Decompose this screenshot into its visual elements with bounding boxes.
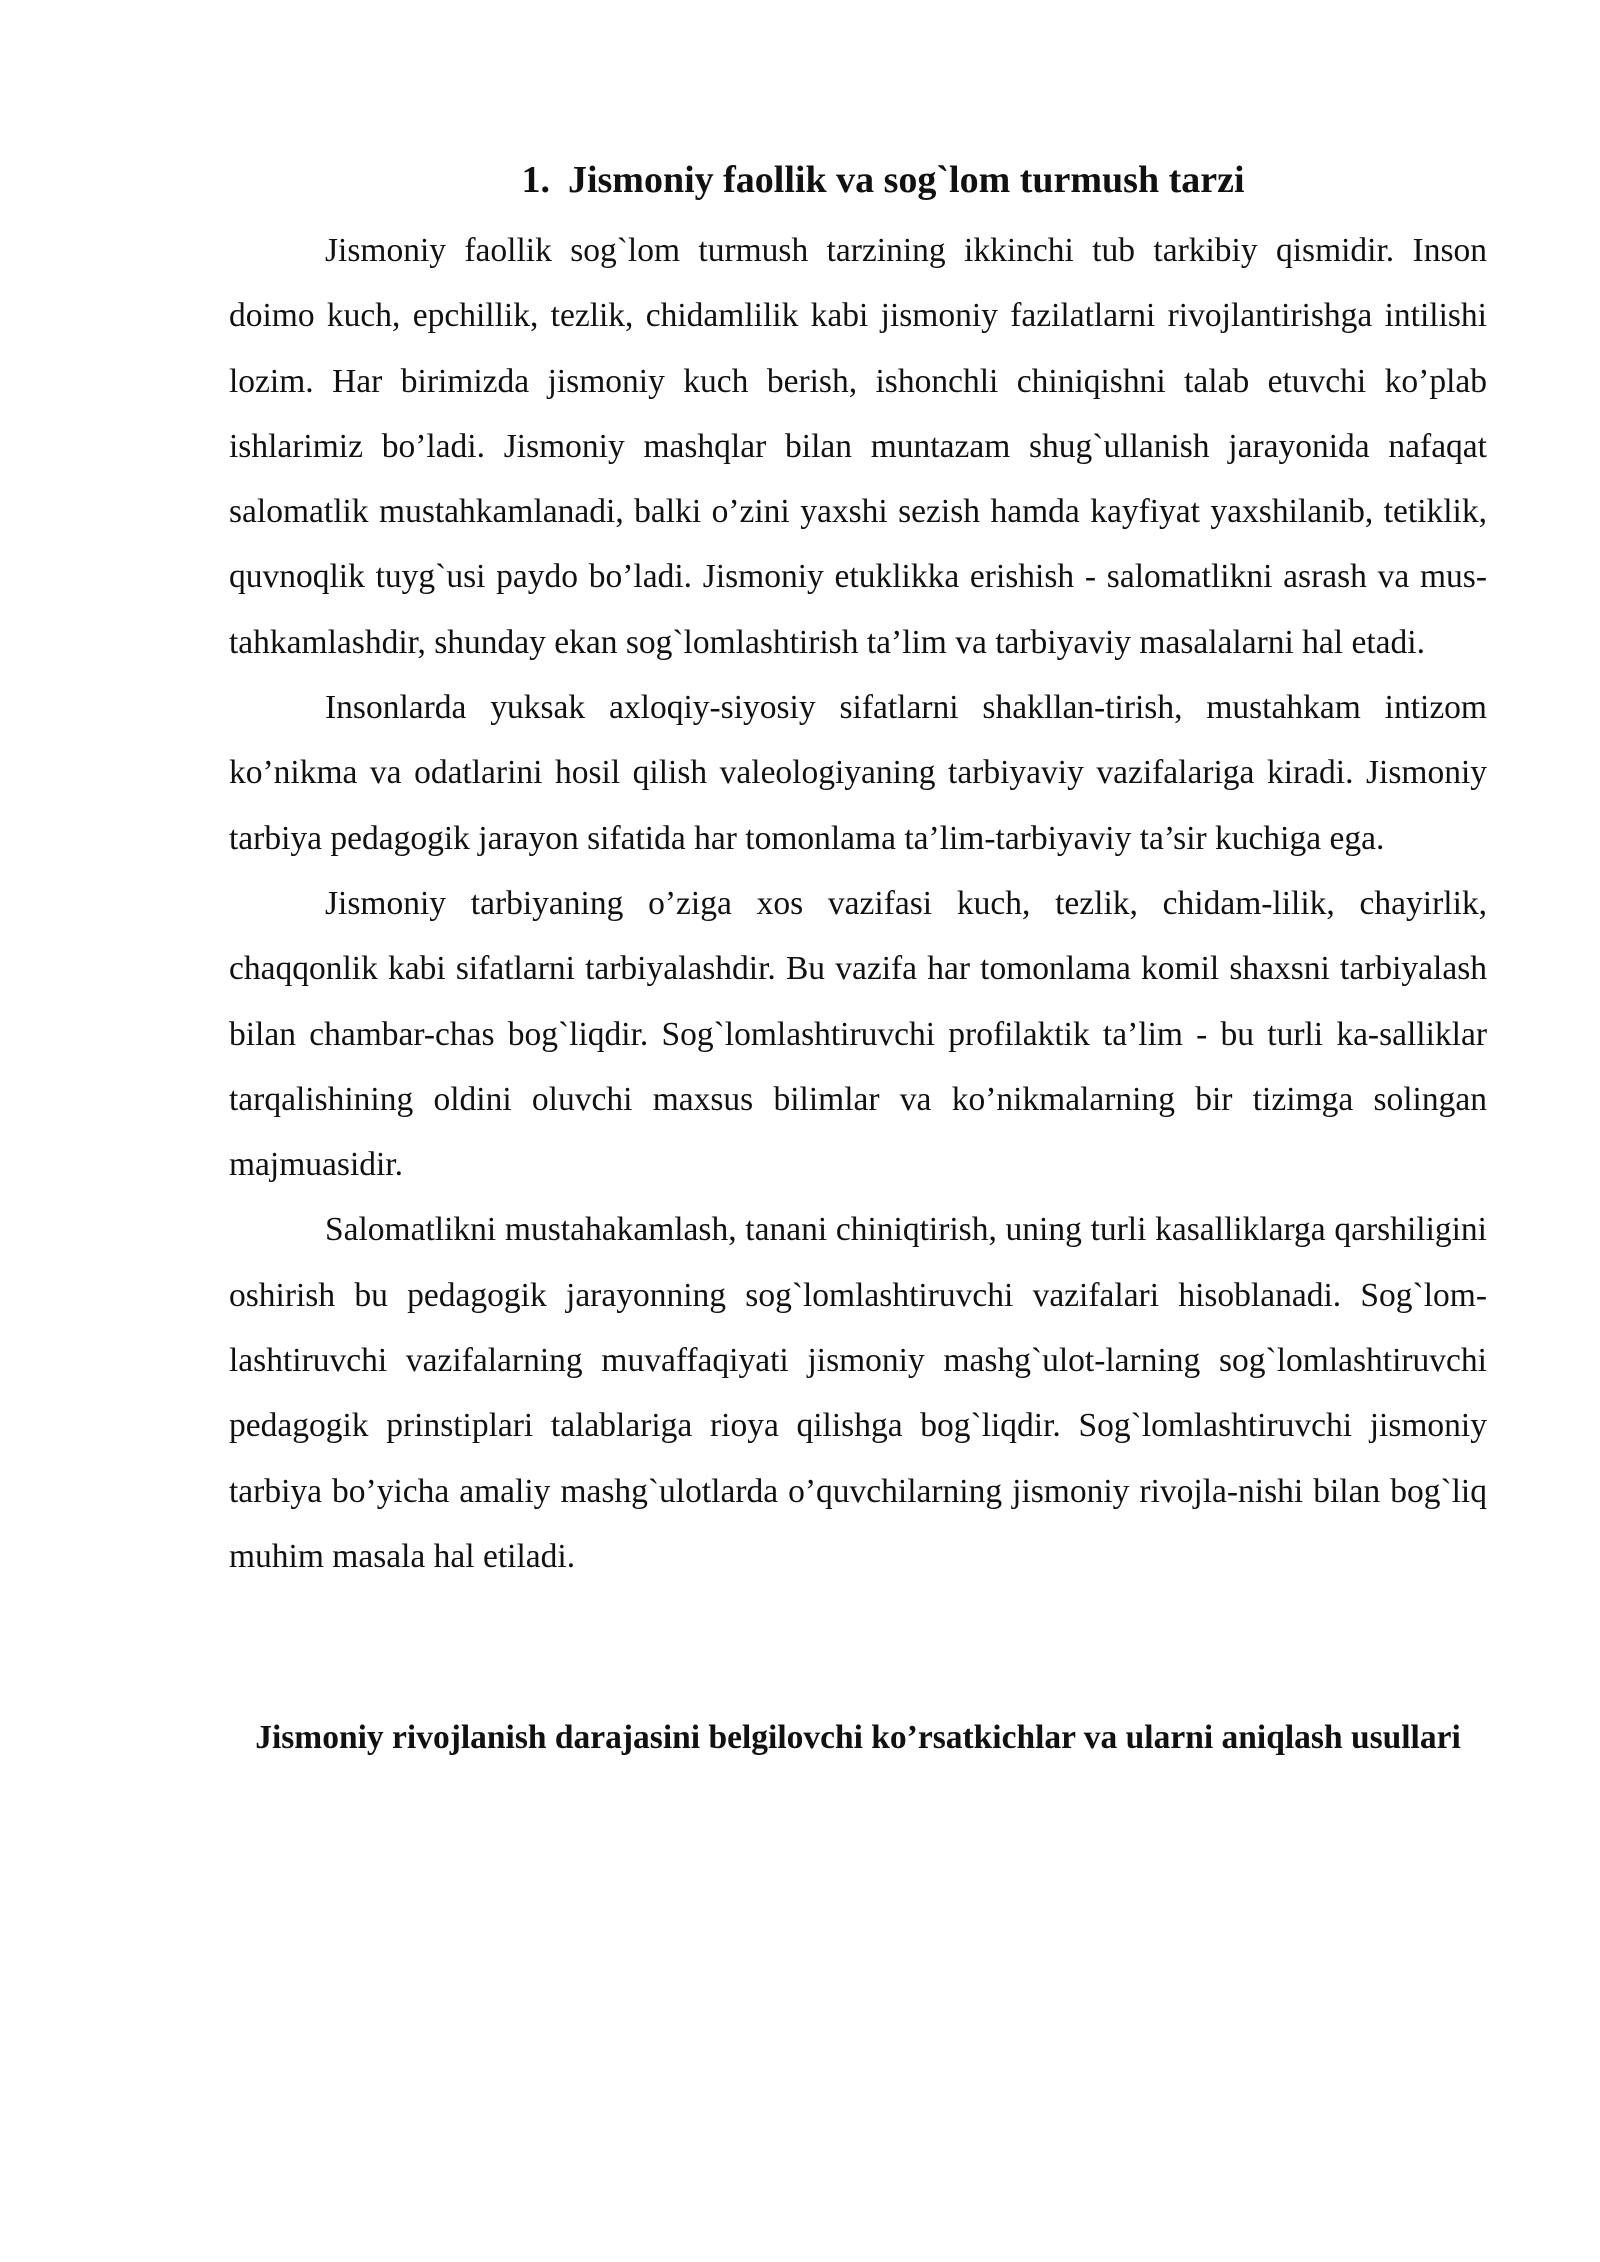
section-spacer xyxy=(229,1589,1487,1705)
paragraph-2: Insonlarda yuksak axloqiy-siyosiy sifatlarni shakllan-tirish, mustahkam intizom ko’nikma va odatlarini hosil qilish valeologiyaning tarbiyaviy vazifalariga kiradi. Jismoniy tarbiya pedagogik jarayon sifatida har tomonlama ta’lim-tarbiyaviy ta’sir kuchiga ega. xyxy=(229,689,1487,857)
paragraph-1: Jismoniy faollik sog`lom turmush tarzining ikkinchi tub tarkibiy qismidir. Inson doimo kuch, epchillik, tezlik, chidamlilik kabi jismoniy fazilatlarni rivojlantirishga intilishi lozim. Har birimizda jismoniy kuch berish, ishonchli chiniqishni talab etuvchi ko’plab ishlarimiz bo’ladi. Jismoniy mashqlar bilan muntazam shug`ullanish jarayonida nafaqat salomatlik mustahkamlanadi, balki o’zini yaxshi sezish hamda kayfiyat yaxshilanib, tetiklik, quvnoqlik tuyg`usi paydo bo’ladi. Jismoniy etuklikka erishish - salomatlikni asrash va mus-tahkamlashdir, shunday ekan sog`lomlashtirish ta’lim va tarbiyaviy masalalarni hal etadi. xyxy=(229,232,1487,661)
section-title: Jismoniy faollik va sog`lom turmush tarzi xyxy=(567,159,1245,201)
paragraph-3: Jismoniy tarbiyaning o’ziga xos vazifasi kuch, tezlik, chidam-lilik, chayirlik, chaqqonlik kabi sifatlarni tarbiyalashdir. Bu vazifa har tomonlama komil shaxsni tarbiyalash bilan chambar-chas bog`liqdir. Sog`lomlashtiruvchi profilaktik ta’lim - bu turli ka-salliklar tarqalishining oldini oluvchi maxsus bilimlar va ko’nikmalarning bir tizimga solingan majmuasidir. xyxy=(229,884,1487,1184)
subsection-heading: Jismoniy rivojlanish darajasini belgilovchi ko’rsatkichlar va ularni aniqlash usullari xyxy=(255,1719,1461,1757)
page-content xyxy=(229,150,1487,1770)
section-heading xyxy=(229,150,1487,210)
section-number: 1. xyxy=(521,159,550,201)
paragraph-4: Salomatlikni mustahakamlash, tanani chiniqtirish, uning turli kasalliklarga qarshiligini oshirish bu pedagogik jarayonning sog`lomlashtiruvchi vazifalari hisoblanadi. Sog`lom-lashtiruvchi vazifalarning muvaffaqiyati jismoniy mashg`ulot-larning sog`lomlashtiruvchi pedagogik prinstiplari talablariga rioya qilishga bog`liqdir. Sog`lomlashtiruvchi jismoniy tarbiya bo’yicha amaliy mashg`ulotlarda o’quvchilarning jismoniy rivojla-nishi bilan bog`liq muhim masala hal etiladi. xyxy=(229,1211,1487,1575)
